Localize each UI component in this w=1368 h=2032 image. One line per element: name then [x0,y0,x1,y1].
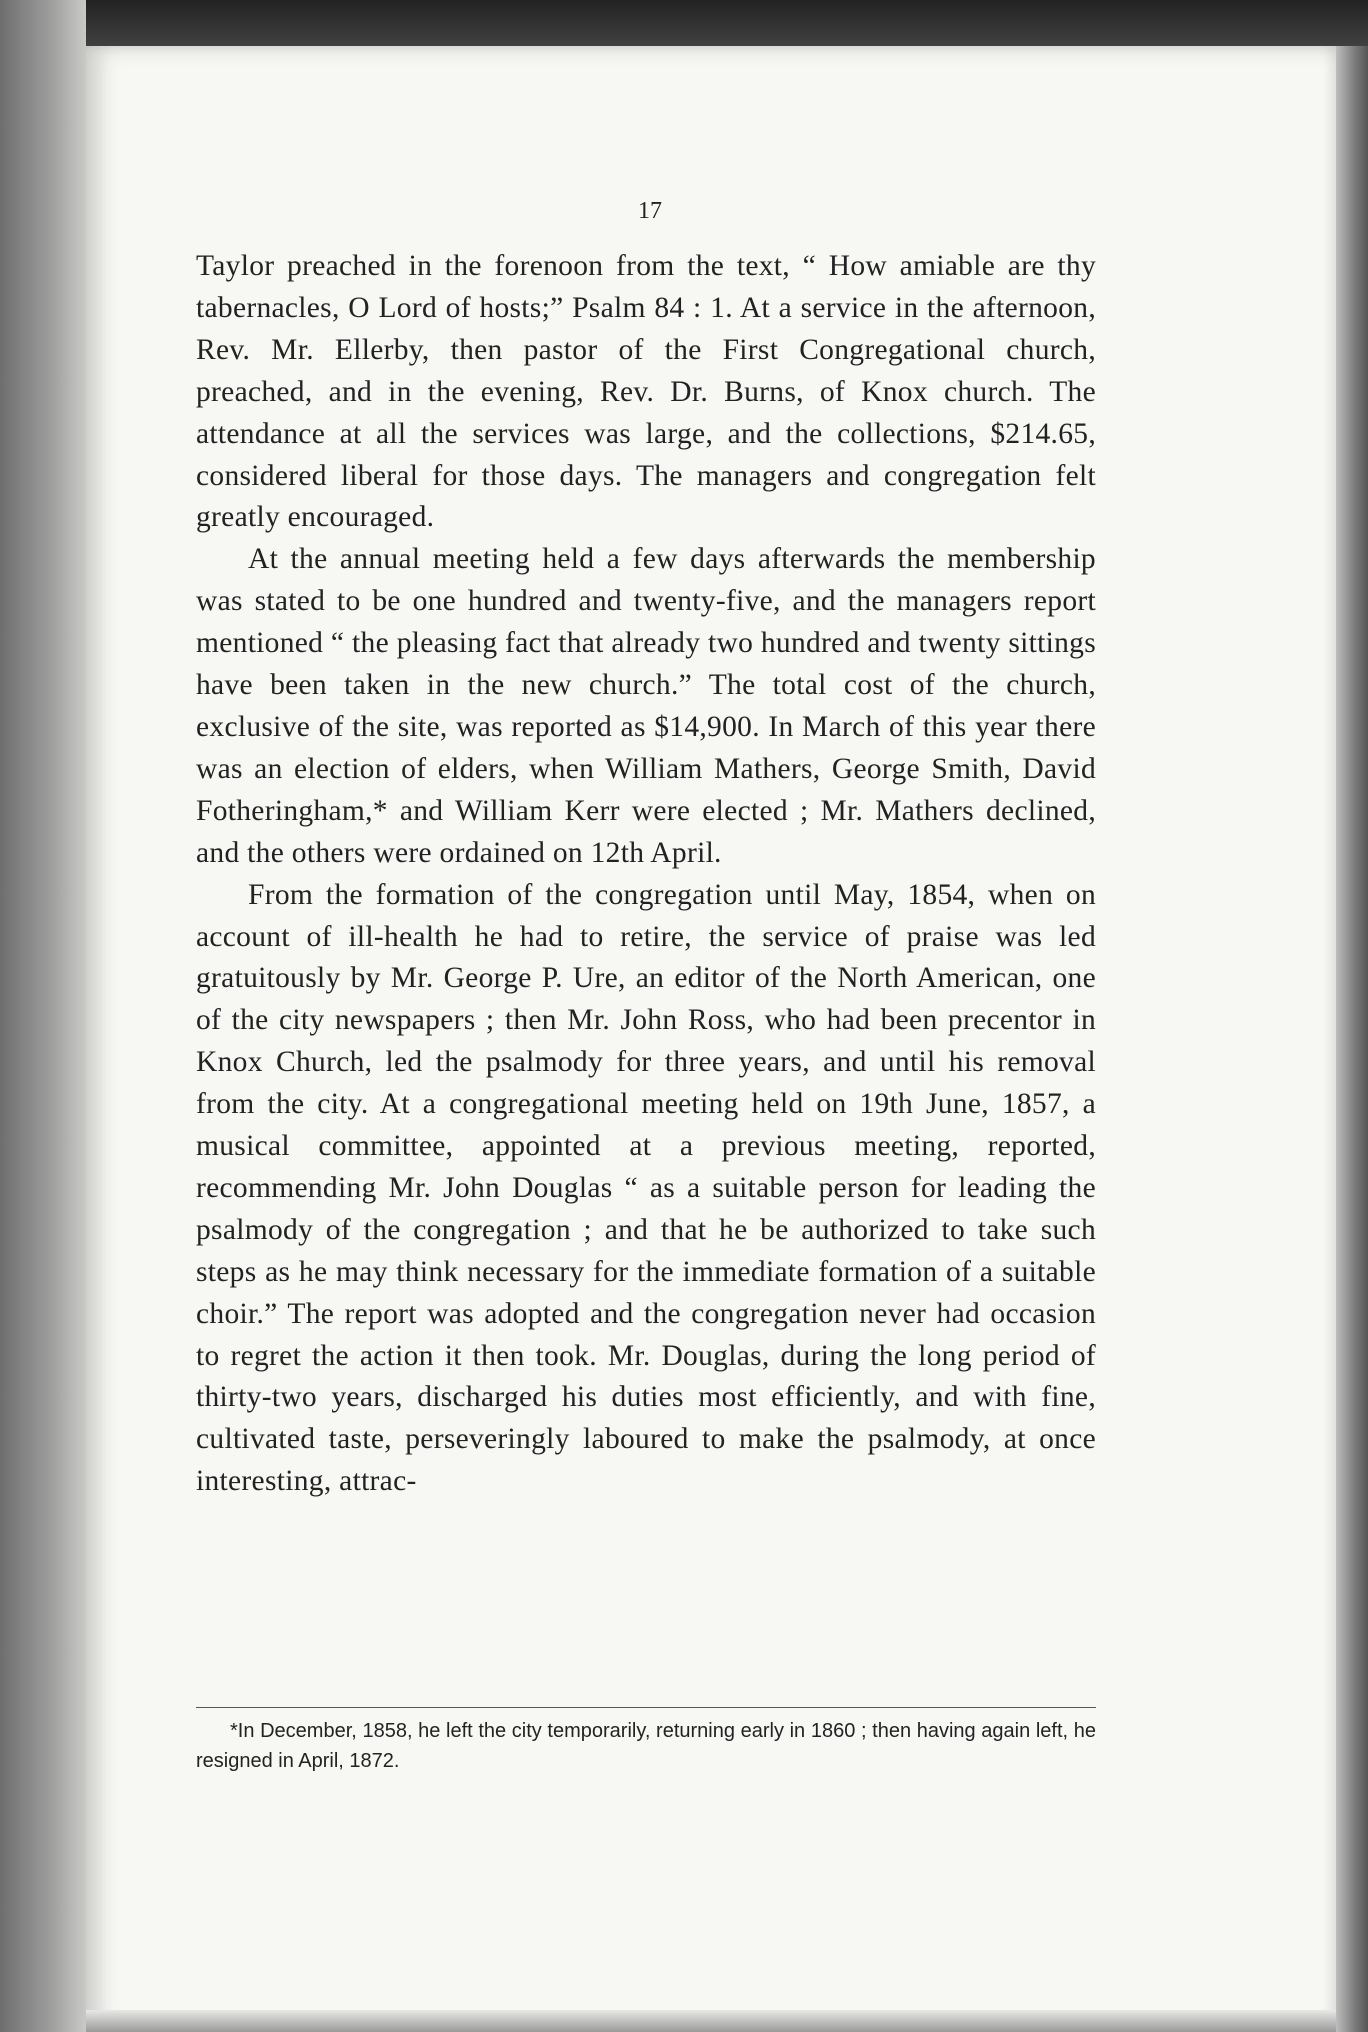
scan-background-top [0,0,1368,52]
page-right-edge [1336,46,1368,2032]
page-bottom-edge [86,2010,1336,2032]
footnote-divider [196,1707,1096,1708]
paragraph-2: At the annual meeting held a few days afterwards the membership was stated to be one hundred and twenty-five, and the managers report mentioned “ the pleasing fact that already two hundred and twenty sittings have been taken in the new church.” The total cost of the church, exclusive of the site, was reported as $14,900. In March of this year there was an election of elders, when William Mathers, George Smith, David Fotheringham,* and William Kerr were elected ; Mr. Mathers declined, and the others were ordained on 12th April. [196,543,1096,869]
footnote [196,1716,1096,1776]
page-number: 17 [638,198,662,224]
paragraph-1: Taylor preached in the forenoon from the text, “ How amiable are thy tabernacles, O Lord of hosts;” Psalm 84 : 1. At a service in the afternoon, Rev. Mr. Ellerby, then pastor of the First Congregational church, preached, and in the evening, Rev. Dr. Burns, of Knox church. The attendance at all the services was large, and the collections, $214.65, considered liberal for those days. The managers and congregation felt greatly encouraged. [196,250,1096,534]
book-spine [0,0,86,2032]
paragraph-3: From the formation of the congregation until May, 1854, when on account of ill-health he had to retire, the service of praise was led gratuitously by Mr. George P. Ure, an editor of the North American, one of the city newspapers ; then Mr. John Ross, who had been precentor in Knox Church, led the psalmody for three years, and until his removal from the city. At a congregational meeting held on 19th June, 1857, a musical committee, appointed at a previous meeting, reported, recommending Mr. John Douglas “ as a suitable person for leading the psalmody of the congregation ; and that he be authorized to take such steps as he may think necessary for the immediate formation of a suitable choir.” The report was adopted and the congregation never had occasion to regret the action it then took. Mr. Douglas, during the long period of thirty-two years, discharged his duties most efficiently, and with fine, cultivated taste, perseveringly laboured to make the psalmody, at once interesting, attrac- [196,878,1096,1498]
footnote-text: *In December, 1858, he left the city temporarily, returning early in 1860 ; then having again left, he resigned in April, 1872. [196,1720,1096,1772]
body-text [196,246,1096,1503]
